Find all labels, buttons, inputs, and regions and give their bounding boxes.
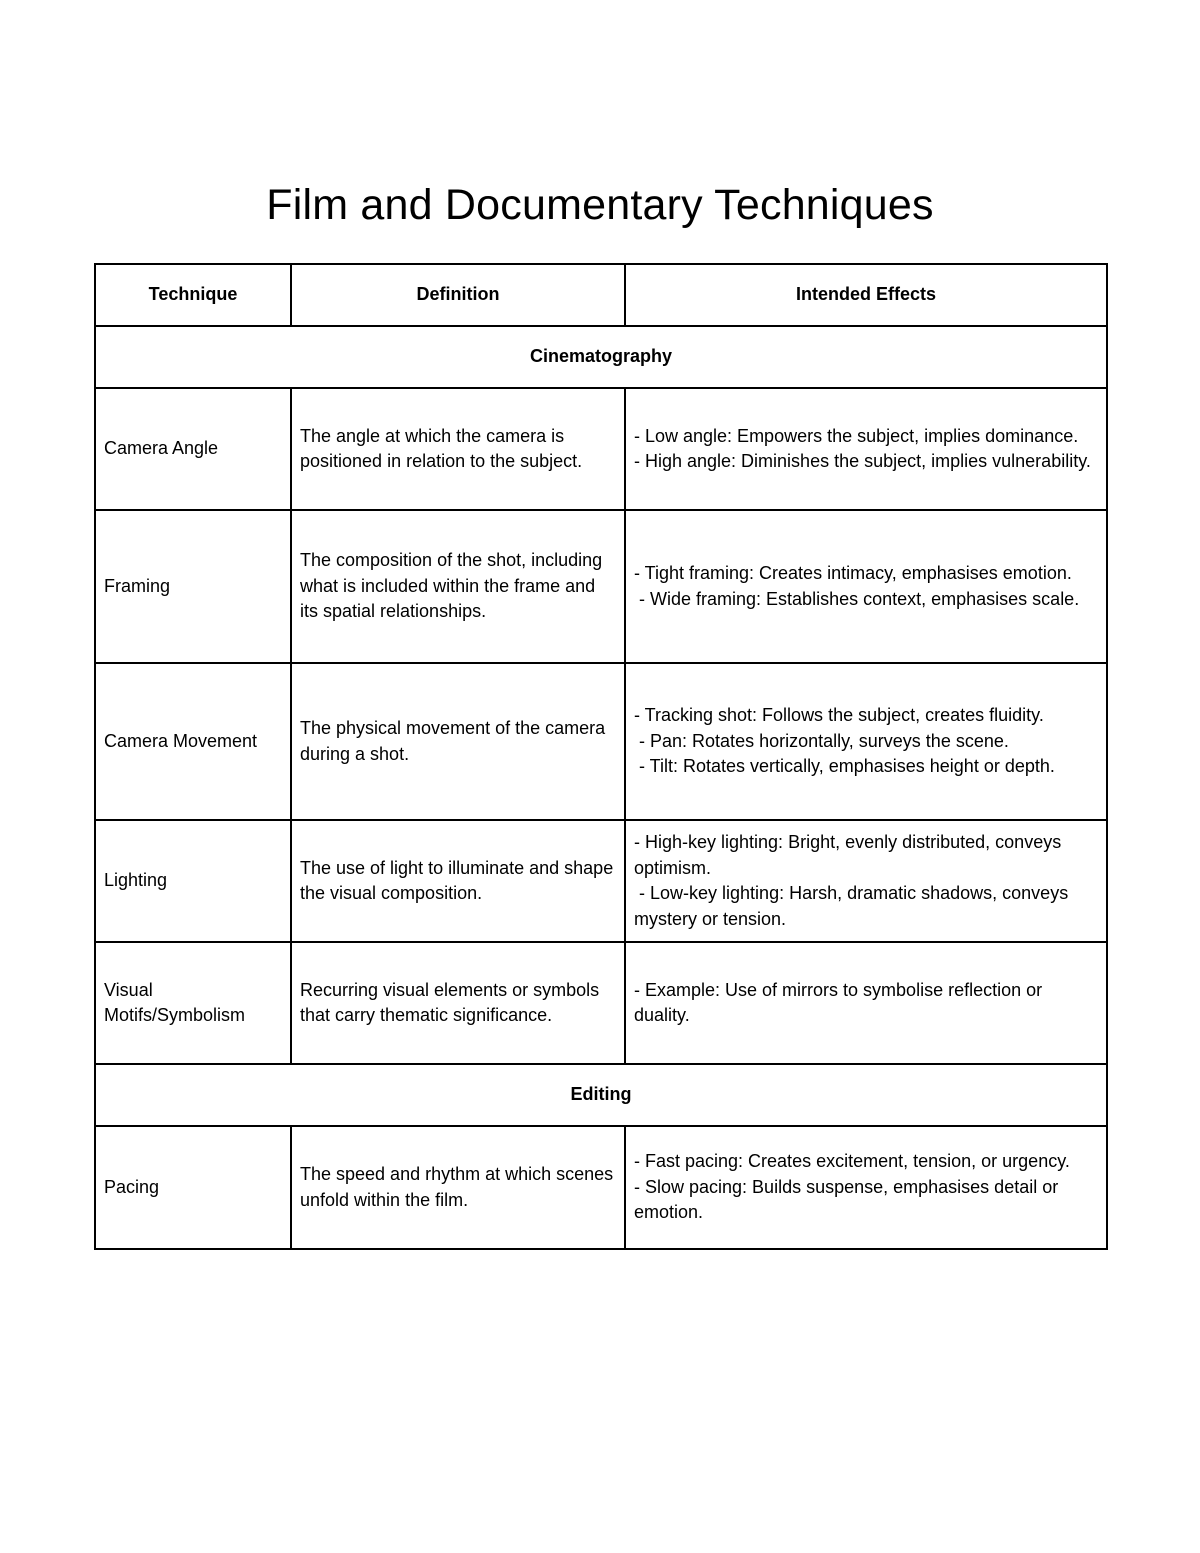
technique-cell: Camera Angle (95, 388, 291, 510)
table-row (95, 820, 1107, 942)
table-row (95, 510, 1107, 663)
definition-cell: The use of light to illuminate and shape the visual composition. (291, 820, 625, 942)
effects-cell (625, 388, 1107, 510)
effect-line: - Tight framing: Creates intimacy, emphasises emotion. (634, 563, 1072, 583)
definition-cell: Recurring visual elements or symbols that carry thematic significance. (291, 942, 625, 1064)
effect-line: - Wide framing: Establishes context, emphasises scale. (634, 588, 1080, 609)
technique-cell: Lighting (95, 820, 291, 942)
effects-cell (625, 820, 1107, 942)
section-title-editing: Editing (95, 1064, 1107, 1126)
effects-cell (625, 942, 1107, 1064)
effect-line: - Low angle: Empowers the subject, implies dominance. (634, 425, 1079, 446)
technique-cell: Framing (95, 510, 291, 663)
header-technique: Technique (95, 264, 291, 326)
table-row (95, 942, 1107, 1064)
table-header-row (95, 264, 1107, 326)
definition-cell: The angle at which the camera is positioned in relation to the subject. (291, 388, 625, 510)
techniques-table (94, 263, 1108, 1250)
effect-line: - Fast pacing: Creates excitement, tension, or urgency. (634, 1151, 1070, 1172)
effects-cell (625, 1126, 1107, 1249)
table-row (95, 388, 1107, 510)
header-intended-effects: Intended Effects (625, 264, 1107, 326)
section-row-editing (95, 1064, 1107, 1126)
effect-line: - High-key lighting: Bright, evenly distributed, conveys optimism. (634, 832, 1067, 878)
definition-cell: The speed and rhythm at which scenes unfold within the film. (291, 1126, 625, 1249)
effect-line: - Low-key lighting: Harsh, dramatic shadows, conveys mystery or tension. (634, 883, 1074, 929)
effect-line: - High angle: Diminishes the subject, implies vulnerability. (634, 451, 1091, 471)
table-row (95, 1126, 1107, 1249)
effects-cell (625, 510, 1107, 663)
definition-cell: The physical movement of the camera during a shot. (291, 663, 625, 820)
header-definition: Definition (291, 264, 625, 326)
effect-line: - Tracking shot: Follows the subject, creates fluidity. (634, 705, 1044, 726)
table-row (95, 663, 1107, 820)
effect-line: - Example: Use of mirrors to symbolise reflection or duality. (634, 979, 1048, 1025)
effects-cell (625, 663, 1107, 820)
effect-line: - Pan: Rotates horizontally, surveys the scene. (634, 730, 1009, 751)
technique-cell: Visual Motifs/Symbolism (95, 942, 291, 1064)
technique-cell: Camera Movement (95, 663, 291, 820)
section-title-cinematography: Cinematography (95, 326, 1107, 388)
technique-cell: Pacing (95, 1126, 291, 1249)
definition-cell: The composition of the shot, including what is included within the frame and its spatial relationships. (291, 510, 625, 663)
effect-line: - Tilt: Rotates vertically, emphasises height or depth. (634, 756, 1055, 777)
section-row-cinematography (95, 326, 1107, 388)
page-title: Film and Documentary Techniques (266, 181, 934, 229)
effect-line: - Slow pacing: Builds suspense, emphasises detail or emotion. (634, 1176, 1064, 1223)
